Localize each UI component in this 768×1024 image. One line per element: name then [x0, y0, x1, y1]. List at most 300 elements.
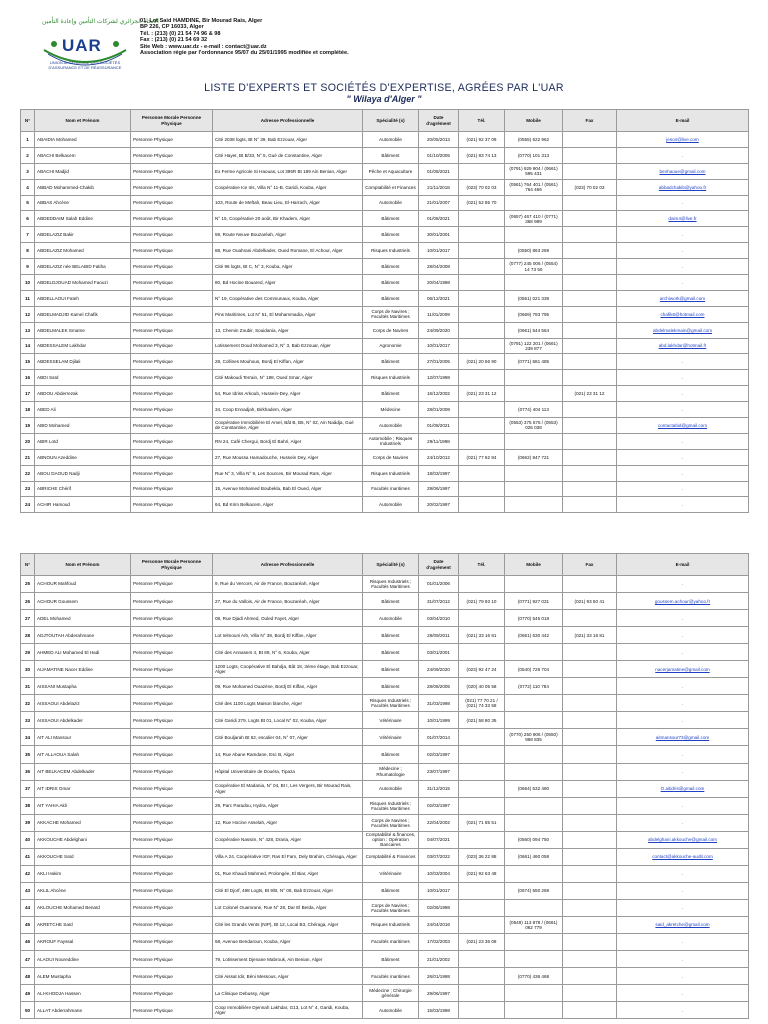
approval-date: 29/11/1998: [419, 433, 459, 449]
table-row: [21, 933, 749, 950]
approval-date: 11/01/2009: [419, 306, 459, 322]
row-number: 20: [21, 433, 35, 449]
column-header: Personne Morale Personne Physique: [131, 554, 213, 576]
professional-address: 1200 Logts, Coopérative El Bahdja, Bât 18, 3ème étage, Bab Ezzouar, Alger: [213, 661, 363, 678]
approval-date: 10/03/2004: [419, 865, 459, 882]
phone: [459, 882, 505, 899]
approval-date: 31/03/1998: [419, 695, 459, 712]
approval-date: 06/12/2021: [419, 290, 459, 306]
specialty: Bâtiment: [363, 147, 419, 163]
professional-address: Coopérative Immobilière El Amel, Bât B, B5, N° 02, Ain Naâdja, Gué de Constantine, Alger: [213, 418, 363, 434]
table-body: [21, 132, 749, 513]
mobile-phone: (0657) 467 410 / (0771) 368 989: [505, 211, 563, 227]
approval-date: 01/08/2021: [419, 211, 459, 227]
approval-date: 24/04/2016: [419, 916, 459, 933]
column-header: E-mail: [617, 554, 749, 576]
email-link: .: [617, 275, 749, 291]
email-link[interactable]: contact@akkouche-audit.com: [617, 848, 749, 865]
table-row: [21, 865, 749, 882]
specialty: Automobile: [363, 132, 419, 148]
person-type: Personne Physique: [131, 147, 213, 163]
professional-address: Coop Immobilière Djennah Lakhdar, G13, Lot N° 4, Garidi, Kouba, Alger: [213, 1002, 363, 1019]
phone: [459, 797, 505, 814]
email-link[interactable]: said_akretche@gmail.com: [617, 916, 749, 933]
row-number: 6: [21, 211, 35, 227]
expert-name: ADJTOUTAH Abderahmane: [35, 627, 131, 644]
email-link[interactable]: chafik6@hotmail.com: [617, 306, 749, 322]
row-number: 25: [21, 576, 35, 593]
person-type: Personne Physique: [131, 951, 213, 968]
table-row: [21, 402, 749, 418]
expert-name: AKKACHE Mohamed: [35, 814, 131, 831]
person-type: Personne Physique: [131, 916, 213, 933]
table-row: [21, 195, 749, 211]
table-row: [21, 695, 749, 712]
email-link: .: [617, 402, 749, 418]
person-type: Personne Physique: [131, 1002, 213, 1019]
phone: [459, 402, 505, 418]
expert-name: ABDELLAOUI Fateh: [35, 290, 131, 306]
phone: [459, 497, 505, 513]
person-type: Personne Physique: [131, 712, 213, 729]
approval-date: 28/08/2005: [419, 678, 459, 695]
column-header: Fax: [563, 554, 617, 576]
person-type: Personne Physique: [131, 275, 213, 291]
mobile-phone: (0791) 929 904 / (0661) 595 431: [505, 163, 563, 179]
expert-name: AKLI Hakim: [35, 865, 131, 882]
approval-date: 26/01/1998: [419, 968, 459, 985]
fax: [563, 402, 617, 418]
expert-name: AKLIL Ahcène: [35, 882, 131, 899]
phone: (021) 71 85 51: [459, 814, 505, 831]
expert-name: ABDELDJOUAD Mohamed Faouzi: [35, 275, 131, 291]
mobile-phone: [505, 797, 563, 814]
row-number: 8: [21, 243, 35, 259]
professional-address: Coopérative El Madania, N° 04, Bt I, Les Vergers, Bir Mourad Rais, Alger: [213, 780, 363, 797]
specialty: Comptabilité & Finances: [363, 848, 419, 865]
email-link[interactable]: aitmansour73@gmail.com: [617, 729, 749, 746]
fax: [563, 259, 617, 275]
mobile-phone: (0550) 863 269: [505, 243, 563, 259]
mobile-phone: (0770) 545 018: [505, 610, 563, 627]
phone: [459, 831, 505, 848]
row-number: 15: [21, 354, 35, 370]
table-row: [21, 968, 749, 985]
address-line: Fax : (213) (0) 21 54 69 32: [140, 37, 208, 44]
table-row: [21, 729, 749, 746]
fax: [563, 465, 617, 481]
phone: [459, 1002, 505, 1019]
expert-name: AIT BELKACEM Abdelkader: [35, 763, 131, 780]
table-row: [21, 746, 749, 763]
expert-name: ABDESSELAM Djilali: [35, 354, 131, 370]
mobile-phone: [505, 195, 563, 211]
approval-date: 24/09/2020: [419, 661, 459, 678]
person-type: Personne Physique: [131, 848, 213, 865]
mobile-phone: [505, 386, 563, 402]
expert-name: AISSANI Mustapha: [35, 678, 131, 695]
row-number: 42: [21, 865, 35, 882]
approval-date: 17/02/2003: [419, 933, 459, 950]
phone: (021) 33 16 81: [459, 627, 505, 644]
row-number: 1: [21, 132, 35, 148]
approval-date: 20/04/1998: [419, 275, 459, 291]
professional-address: 14, Rue Abane Ramdane, Esc B, Alger: [213, 746, 363, 763]
phone: [459, 780, 505, 797]
fax: [563, 968, 617, 985]
fax: [563, 916, 617, 933]
email-link: .: [617, 899, 749, 916]
experts-table-1: [20, 109, 749, 513]
approval-date: 01/07/2014: [419, 729, 459, 746]
mobile-phone: (0662) 947 721: [505, 449, 563, 465]
person-type: Personne Physique: [131, 763, 213, 780]
expert-name: ABACHI Madjid: [35, 163, 131, 179]
expert-name: ABBAS Ahcène: [35, 195, 131, 211]
approval-date: 02/03/1997: [419, 797, 459, 814]
email-link[interactable]: daim4@live.fr: [617, 211, 749, 227]
professional-address: Cité 96 logts, Bt C, N° 3, Kouba, Alger: [213, 259, 363, 275]
professional-address: 80, Bd Hocine Bouared, Alger: [213, 275, 363, 291]
expert-name: ABNOUN Azeddine: [35, 449, 131, 465]
approval-date: 24/09/2020: [419, 322, 459, 338]
column-header: Nom et Prénom: [35, 554, 131, 576]
professional-address: Rue N° 3, Villa N° 9, Les Sources, Bir Mourad Raïs, Alger: [213, 465, 363, 481]
person-type: Personne Physique: [131, 678, 213, 695]
mobile-phone: (0669) 793 795: [505, 306, 563, 322]
table-row: [21, 985, 749, 1002]
specialty: Risques Industriels: [363, 243, 419, 259]
table-row: [21, 576, 749, 593]
address-line: Tél. : (213) (0) 21 54 74 96 & 98: [140, 30, 221, 37]
table-row: [21, 678, 749, 695]
expert-name: AKRETCHE Saïd: [35, 916, 131, 933]
expert-name: ALI-KHODJA Hassen: [35, 985, 131, 1002]
professional-address: 88, Rue Ouahrani Abdelkader, Oued Romane, El Achour, Alger: [213, 243, 363, 259]
mobile-phone: [505, 1002, 563, 1019]
phone: [459, 951, 505, 968]
row-number: 31: [21, 678, 35, 695]
column-header: Date d'agrément: [419, 554, 459, 576]
professional-address: 58, Avenue Bendaroun, Kouba, Alger: [213, 933, 363, 950]
phone: (021) 92 63 48: [459, 865, 505, 882]
specialty: Vétérinaire: [363, 712, 419, 729]
approval-date: 10/01/2017: [419, 338, 459, 354]
table-row: [21, 465, 749, 481]
expert-name: AKROUF Fayssal: [35, 933, 131, 950]
row-number: 14: [21, 338, 35, 354]
fax: [563, 418, 617, 434]
email-link[interactable]: O.aitidris@gmail.com: [617, 780, 749, 797]
table-body: [21, 576, 749, 1019]
phone: [459, 418, 505, 434]
row-number: 30: [21, 661, 35, 678]
email-link: .: [617, 882, 749, 899]
approval-date: 29/06/1997: [419, 985, 459, 1002]
column-header: Mobile: [505, 554, 563, 576]
mobile-phone: (0661) 544 564: [505, 322, 563, 338]
expert-name: ABDELAZIZ Mohamed: [35, 243, 131, 259]
email-link[interactable]: archiwork@gmail.com: [617, 290, 749, 306]
fax: [563, 899, 617, 916]
mobile-phone: [505, 644, 563, 661]
expert-name: AISSAOUI Abdelkader: [35, 712, 131, 729]
approval-date: 22/04/2002: [419, 814, 459, 831]
person-type: Personne Physique: [131, 243, 213, 259]
row-number: 9: [21, 259, 35, 275]
row-number: 33: [21, 712, 35, 729]
fax: (021) 23 31 12: [563, 386, 617, 402]
professional-address: 15, Avenue Mohamed Boubekla, Bab El Oued, Alger: [213, 481, 363, 497]
professional-address: N° 15, Coopérative 20 août, Bir Khadem, Alger: [213, 211, 363, 227]
phone: [459, 746, 505, 763]
specialty: Médecine: [363, 402, 419, 418]
email-link[interactable]: goussem.achour@yahoo.fr: [617, 593, 749, 610]
email-link[interactable]: nacerjamatine@gmail.com: [617, 661, 749, 678]
table-row: [21, 497, 749, 513]
mobile-phone: (0553) 375 575 / (0553) 026 038: [505, 418, 563, 434]
mobile-phone: [505, 497, 563, 513]
email-link: .: [617, 985, 749, 1002]
specialty: Automobile: [363, 195, 419, 211]
mobile-phone: [505, 227, 563, 243]
fax: [563, 211, 617, 227]
email-link: .: [617, 933, 749, 950]
mobile-phone: (0551) 021 339: [505, 290, 563, 306]
fax: [563, 275, 617, 291]
email-link[interactable]: abbadchakib@yahoo.fr: [617, 179, 749, 195]
table-row: [21, 227, 749, 243]
address-line: Association régie par l'ordonnance 95/07 du 25/01/1995 modifiée et complétée.: [140, 50, 349, 57]
professional-address: 09, Rue Mohamed Ouazène, Bordj El Kiffan, Alger: [213, 678, 363, 695]
column-header: Date d'agrément: [419, 110, 459, 132]
mobile-phone: [505, 275, 563, 291]
phone: (020) 40 05 58: [459, 678, 505, 695]
table-header-row: [21, 554, 749, 576]
row-number: 45: [21, 916, 35, 933]
person-type: Personne Physique: [131, 179, 213, 195]
fax: (021) 33 16 81: [563, 627, 617, 644]
phone: (021) 79 93 10: [459, 593, 505, 610]
document-title: LISTE D'EXPERTS ET SOCIÉTÉS D'EXPERTISE, AGRÉES PAR L'UAR: [204, 82, 564, 94]
professional-address: Coopérative Ice Iris, Villa N° 11-B, Garidi, Kouba, Alger: [213, 179, 363, 195]
email-link[interactable]: benhaoue@gmail.com: [617, 163, 749, 179]
specialty: Vétérinaire: [363, 865, 419, 882]
row-number: 24: [21, 497, 35, 513]
person-type: Personne Physique: [131, 985, 213, 1002]
expert-name: AKKOUCHE Saïd: [35, 848, 131, 865]
phone: (023) 70 02 03: [459, 179, 505, 195]
row-number: 12: [21, 306, 35, 322]
table-row: [21, 322, 749, 338]
row-number: 23: [21, 481, 35, 497]
table-row: [21, 147, 749, 163]
column-header: N°: [21, 110, 35, 132]
phone: (021) 23 36 08: [459, 933, 505, 950]
approval-date: 03/01/2001: [419, 644, 459, 661]
row-number: 3: [21, 163, 35, 179]
fax: (023) 70 02 03: [563, 179, 617, 195]
fax: [563, 695, 617, 712]
row-number: 21: [21, 449, 35, 465]
expert-name: ABDELAZIZ née BELABID Fatiha: [35, 259, 131, 275]
professional-address: 28, Collines Mouhous, Bordj El Kiffan, Alger: [213, 354, 363, 370]
approval-date: 10/01/2017: [419, 882, 459, 899]
expert-name: ALLAT Abderrahmane: [35, 1002, 131, 1019]
approval-date: 01/01/2006: [419, 576, 459, 593]
expert-name: ABID Mohamed: [35, 418, 131, 434]
professional-address: Hôpital Universitaire de Douéra, Tipaza: [213, 763, 363, 780]
professional-address: Cité Hayet, Bt B/33, N° 5, Gué de Constantine, Alger: [213, 147, 363, 163]
row-number: 22: [21, 465, 35, 481]
specialty: Bâtiment: [363, 951, 419, 968]
expert-name: AISSAOUI Abdelaziz: [35, 695, 131, 712]
specialty: Automobile: [363, 497, 419, 513]
fax: [563, 243, 617, 259]
table-row: [21, 132, 749, 148]
phone: [459, 306, 505, 322]
specialty: Bâtiment: [363, 290, 419, 306]
email-link[interactable]: abdelmalekmain@gmail.com: [617, 322, 749, 338]
expert-name: ALAOUI Noureddine: [35, 951, 131, 968]
phone: (021) 20 56 90: [459, 354, 505, 370]
professional-address: Cité El Djorf, 498 Logts, Bt 9/B, N° 06, Bab Ezzouar, Alger: [213, 882, 363, 899]
professional-address: Cité des 1100 Logts Maison blanche, Alger: [213, 695, 363, 712]
fax: [563, 338, 617, 354]
email-link[interactable]: jesoir@live.com: [617, 132, 749, 148]
person-type: Personne Physique: [131, 322, 213, 338]
fax: [563, 449, 617, 465]
row-number: 32: [21, 695, 35, 712]
email-link[interactable]: abdelghani.akkouche@gmail.com: [617, 831, 749, 848]
row-number: 4: [21, 179, 35, 195]
mobile-phone: (0772) 110 784: [505, 678, 563, 695]
table-row: [21, 386, 749, 402]
person-type: Personne Physique: [131, 865, 213, 882]
approval-date: 18/03/1997: [419, 465, 459, 481]
specialty: Bâtiment: [363, 746, 419, 763]
row-number: 10: [21, 275, 35, 291]
table-row: [21, 1002, 749, 1019]
phone: [459, 576, 505, 593]
fax: [563, 951, 617, 968]
person-type: Personne Physique: [131, 746, 213, 763]
mobile-phone: [505, 814, 563, 831]
row-number: 29: [21, 644, 35, 661]
row-number: 40: [21, 831, 35, 848]
column-header: Personne Morale Personne Physique: [131, 110, 213, 132]
row-number: 41: [21, 848, 35, 865]
email-link: .: [617, 644, 749, 661]
specialty: Médecine ; Rhumatologie: [363, 763, 419, 780]
phone: (021) 77 70 21 / (021) 74 33 58: [459, 695, 505, 712]
person-type: Personne Physique: [131, 814, 213, 831]
mobile-phone: (0791) 122 201 / (0661) 239 877: [505, 338, 563, 354]
row-number: 49: [21, 985, 35, 1002]
phone: [459, 899, 505, 916]
phone: (021) 23 31 12: [459, 386, 505, 402]
expert-name: ABDESSALEM Lakhdar: [35, 338, 131, 354]
expert-name: AIT IDRIS Omar: [35, 780, 131, 797]
mobile-phone: (0561) 764 401 / (0561) 764 466: [505, 179, 563, 195]
specialty: Risques Industriels: [363, 916, 419, 933]
email-link: .: [617, 259, 749, 275]
email-link: .: [617, 695, 749, 712]
email-link: .: [617, 678, 749, 695]
experts-table-2: [20, 553, 749, 1019]
row-number: 47: [21, 951, 35, 968]
phone: [459, 243, 505, 259]
phone: [459, 211, 505, 227]
person-type: Personne Physique: [131, 831, 213, 848]
fax: (021) 93 50 41: [563, 593, 617, 610]
column-header: Tél.: [459, 110, 505, 132]
person-type: Personne Physique: [131, 163, 213, 179]
professional-address: Ex Ferme Agricole Si Haouas, Lot 395R Bt 189 Ain Benian, Alger: [213, 163, 363, 179]
expert-name: AKKOUCHE Abdelghani: [35, 831, 131, 848]
email-link: .: [617, 610, 749, 627]
specialty: Automobile: [363, 610, 419, 627]
email-link[interactable]: abd.lakhdar@hotmail.fr: [617, 338, 749, 354]
person-type: Personne Physique: [131, 354, 213, 370]
email-link[interactable]: contactabid@gmail.com: [617, 418, 749, 434]
specialty: Automobile: [363, 780, 419, 797]
table-row: [21, 661, 749, 678]
mobile-phone: [505, 695, 563, 712]
person-type: Personne Physique: [131, 290, 213, 306]
approval-date: 31/07/2012: [419, 593, 459, 610]
column-header: Spécialité (s): [363, 110, 419, 132]
approval-date: 29/06/1997: [419, 481, 459, 497]
column-header: Nom et Prénom: [35, 110, 131, 132]
email-link: .: [617, 763, 749, 780]
document-subtitle: " Wilaya d'Alger ": [346, 94, 422, 104]
phone: [459, 290, 505, 306]
mobile-phone: [505, 481, 563, 497]
approval-date: 03/04/2010: [419, 610, 459, 627]
person-type: Personne Physique: [131, 449, 213, 465]
table-row: [21, 354, 749, 370]
row-number: 37: [21, 780, 35, 797]
email-link: .: [617, 1002, 749, 1019]
approval-date: 28/01/2008: [419, 402, 459, 418]
person-type: Personne Physique: [131, 306, 213, 322]
specialty: Automobile: [363, 1002, 419, 1019]
professional-address: 13, Chemin Zoubir, Souidania, Alger: [213, 322, 363, 338]
table-row: [21, 899, 749, 916]
fax: [563, 746, 617, 763]
professional-address: 9, Rue du Vercors, Air de France, Bouzaréah, Alger: [213, 576, 363, 593]
fax: [563, 933, 617, 950]
professional-address: Villa A 24, Coopérative IGF, Ras El Fam, Dely Brahim, Chéraga, Alger: [213, 848, 363, 865]
mobile-phone: [505, 951, 563, 968]
company-address: [140, 18, 349, 56]
fax: [563, 370, 617, 386]
table-row: [21, 593, 749, 610]
approval-date: 21/01/2007: [419, 195, 459, 211]
approval-date: 16/12/2002: [419, 386, 459, 402]
professional-address: Cité Makoudi Terrain, N° 198, Oued Smar, Alger: [213, 370, 363, 386]
professional-address: 64, Bd Krim Belkacem, Alger: [213, 497, 363, 513]
email-link: .: [617, 576, 749, 593]
professional-address: Cité Garidi 279, Logts Bt 01, Local N° 02, Kouba, Alger: [213, 712, 363, 729]
logo-emblem-icon: [36, 16, 159, 80]
approval-date: 23/07/1997: [419, 763, 459, 780]
phone: [459, 433, 505, 449]
letterhead: [36, 16, 736, 80]
table-row: [21, 763, 749, 780]
table-row: [21, 780, 749, 797]
